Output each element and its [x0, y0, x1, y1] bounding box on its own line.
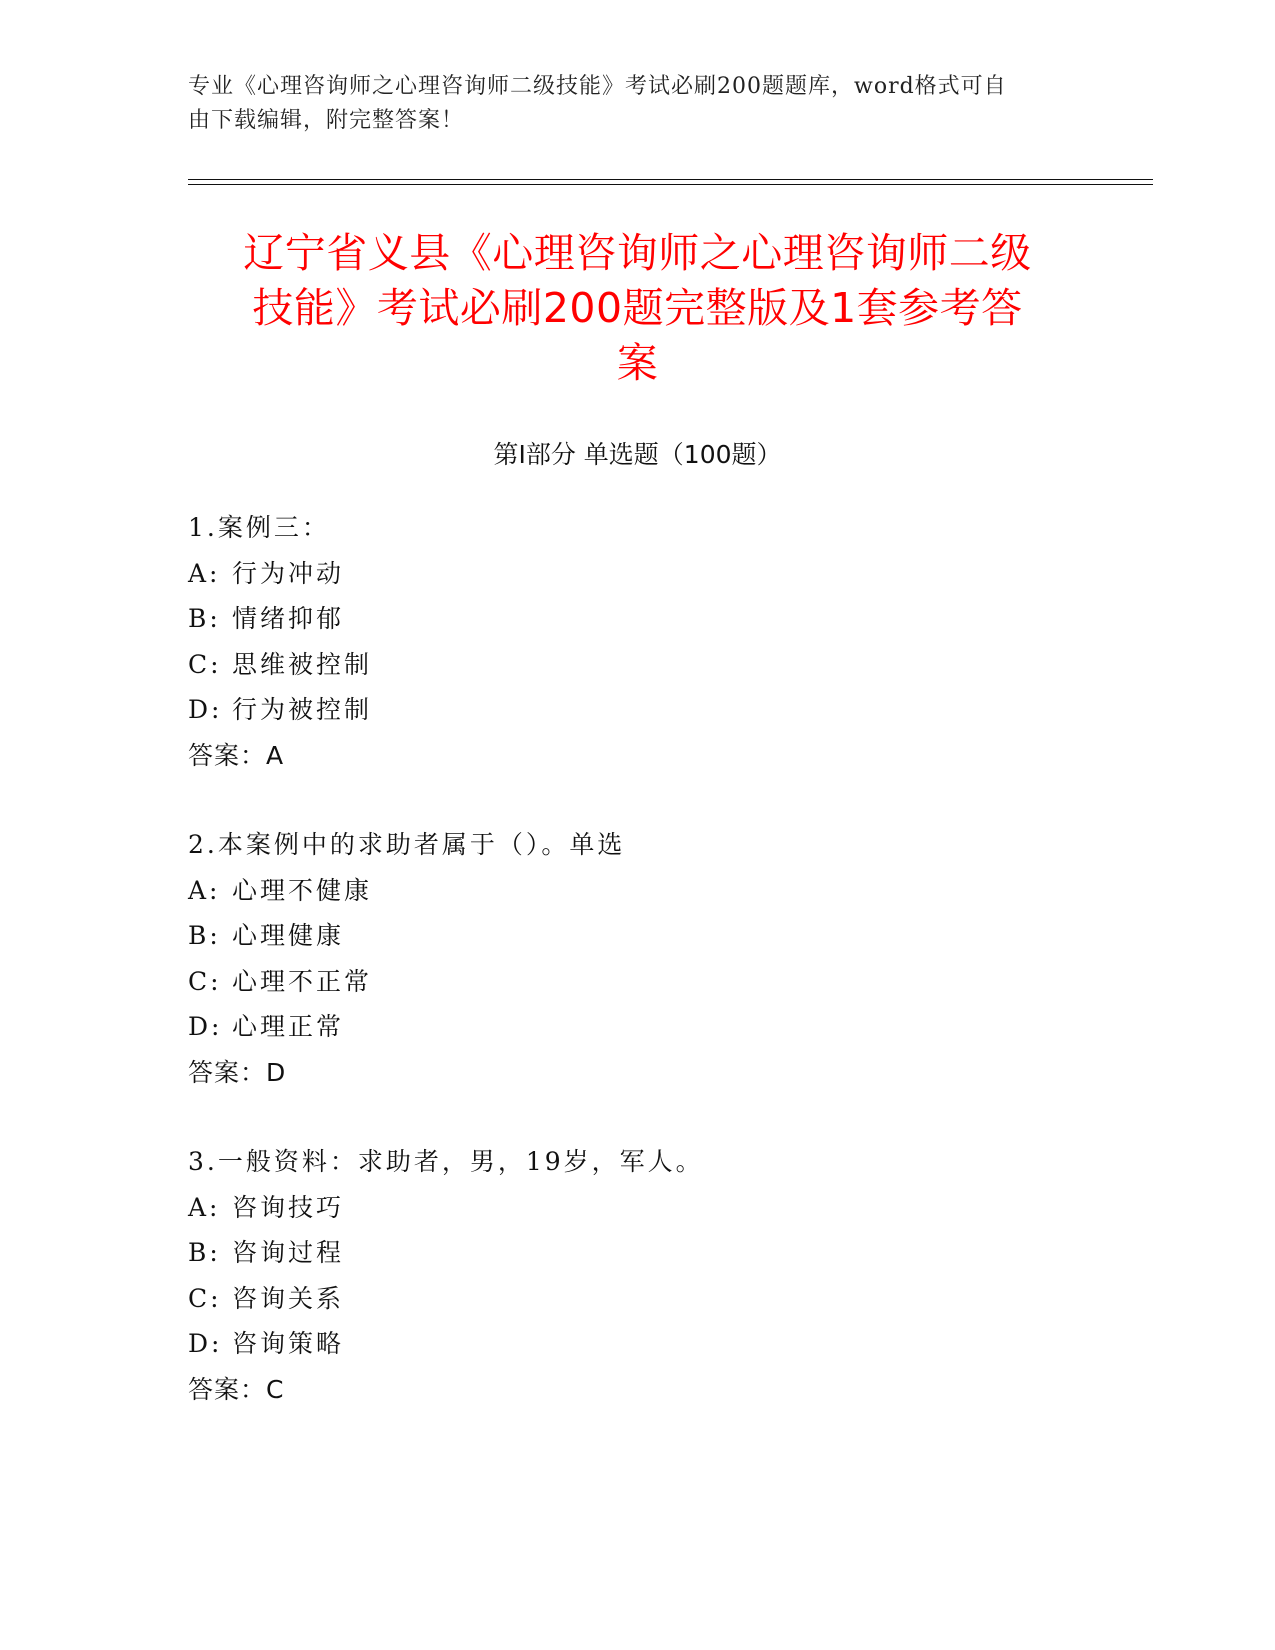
option-key: A: [188, 558, 221, 588]
header-note-line-2: 由下载编辑，附完整答案！ [188, 108, 465, 133]
question-stem: 1.案例三： [188, 513, 330, 542]
option-b [188, 913, 1088, 959]
option-key: B: [188, 921, 221, 950]
option-text: 咨询过程 [232, 1238, 345, 1267]
option-a [188, 868, 1088, 914]
option-text: 咨询技巧 [232, 1192, 345, 1222]
option-c [188, 642, 1088, 688]
option-key: D: [188, 1329, 223, 1358]
option-key: D: [188, 695, 223, 724]
option-d [188, 1004, 1088, 1050]
option-a [188, 1185, 1088, 1231]
header-note-line-1: 专业《心理咨询师之心理咨询师二级技能》考试必刷200题题库，word格式可自 [188, 74, 1007, 99]
option-text: 情绪抑郁 [232, 604, 345, 633]
question-3 [188, 1139, 1088, 1412]
answer-line: 答案：A [188, 740, 285, 770]
answer-line: 答案：D [188, 1057, 287, 1087]
option-key: B: [188, 604, 221, 633]
option-text: 思维被控制 [232, 649, 373, 679]
document-title-line-1: 辽宁省义县《心理咨询师之心理咨询师二级 [243, 229, 1032, 277]
question-stem: 3.一般资料：求助者，男，19岁，军人。 [188, 1147, 704, 1176]
option-b [188, 1230, 1088, 1276]
option-key: D: [188, 1012, 223, 1041]
option-text: 行为被控制 [232, 695, 373, 724]
option-text: 心理正常 [232, 1012, 345, 1041]
option-key: C: [188, 1283, 222, 1313]
option-text: 心理不健康 [232, 875, 373, 905]
option-key: A: [188, 1192, 221, 1222]
header-note [188, 70, 1068, 138]
document-title-line-2: 技能》考试必刷200题完整版及1套参考答 [252, 284, 1023, 332]
question-2 [188, 822, 1088, 1095]
header-divider-bottom [188, 184, 1153, 185]
document-title-line-3: 案 [616, 339, 659, 387]
header-divider-top [188, 179, 1153, 180]
option-d [188, 1321, 1088, 1367]
option-d [188, 687, 1088, 733]
option-key: B: [188, 1238, 221, 1267]
option-b [188, 596, 1088, 642]
option-text: 心理健康 [232, 921, 345, 950]
option-c [188, 1276, 1088, 1322]
option-key: C: [188, 649, 222, 679]
option-text: 咨询策略 [232, 1329, 345, 1358]
option-a [188, 551, 1088, 597]
option-text: 行为冲动 [232, 558, 345, 588]
option-key: A: [188, 875, 221, 905]
option-text: 心理不正常 [232, 966, 373, 996]
option-c [188, 959, 1088, 1005]
option-key: C: [188, 966, 222, 996]
option-text: 咨询关系 [232, 1283, 345, 1313]
section-heading: 第Ⅰ部分 单选题（100题） [493, 440, 782, 469]
answer-line: 答案：C [188, 1374, 285, 1404]
question-1 [188, 505, 1088, 778]
question-stem: 2.本案例中的求助者属于（）。单选 [188, 830, 626, 859]
document-title [190, 226, 1085, 391]
